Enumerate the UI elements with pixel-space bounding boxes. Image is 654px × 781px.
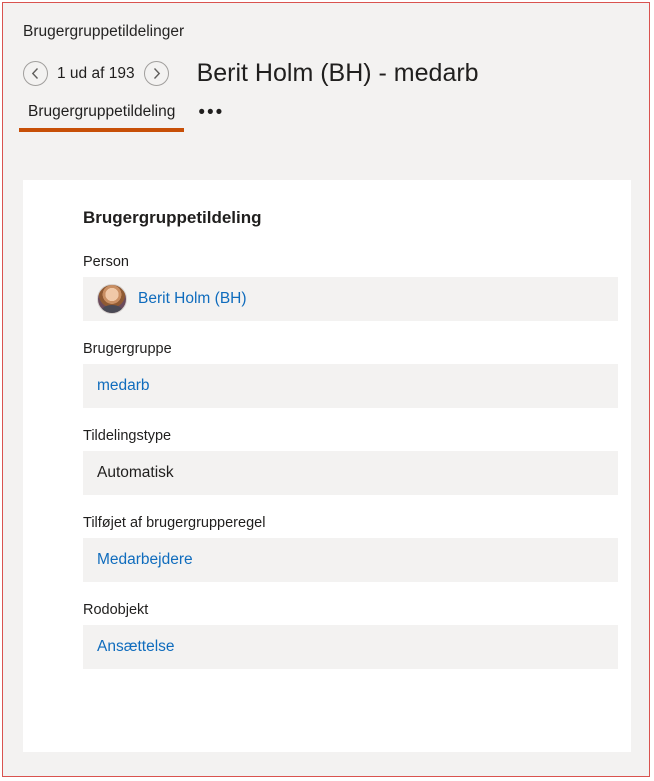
breadcrumb[interactable] bbox=[3, 3, 649, 41]
person-link[interactable]: Berit Holm (BH) bbox=[138, 290, 247, 307]
tildelingstype-value: Automatisk bbox=[97, 464, 174, 481]
field-value[interactable] bbox=[83, 538, 618, 582]
record-header bbox=[3, 41, 649, 88]
field-rodobjekt bbox=[83, 602, 601, 669]
field-brugergrupperegel bbox=[83, 515, 601, 582]
field-value[interactable] bbox=[83, 625, 618, 669]
tab-brugergruppetildeling[interactable] bbox=[19, 103, 184, 132]
field-tildelingstype bbox=[83, 428, 601, 495]
field-value[interactable] bbox=[83, 277, 618, 321]
field-brugergruppe bbox=[83, 341, 601, 408]
field-label: Tilføjet af brugergrupperegel bbox=[83, 515, 266, 531]
field-value[interactable] bbox=[83, 364, 618, 408]
field-label: Person bbox=[83, 254, 129, 270]
chevron-right-icon[interactable] bbox=[144, 61, 169, 86]
breadcrumb-label[interactable]: Brugergruppetildelinger bbox=[23, 23, 185, 40]
tab-bar bbox=[3, 88, 649, 132]
field-label: Rodobjekt bbox=[83, 602, 149, 618]
section-title: Brugergruppetildeling bbox=[83, 208, 262, 227]
record-counter: 1 ud af 193 bbox=[57, 64, 135, 82]
record-navigation bbox=[23, 61, 169, 86]
ellipsis-icon[interactable]: ••• bbox=[198, 102, 225, 123]
field-value bbox=[83, 451, 618, 495]
tab-label: Brugergruppetildeling bbox=[28, 103, 176, 120]
page-title: Berit Holm (BH) - medarb bbox=[196, 59, 479, 87]
field-label: Tildelingstype bbox=[83, 428, 172, 444]
avatar bbox=[97, 284, 127, 314]
rodobjekt-link[interactable]: Ansættelse bbox=[97, 638, 175, 655]
form-card bbox=[23, 180, 631, 752]
app-window bbox=[2, 2, 650, 777]
chevron-left-icon[interactable] bbox=[23, 61, 48, 86]
field-person bbox=[83, 254, 601, 321]
field-label: Brugergruppe bbox=[83, 341, 172, 357]
brugergruppe-link[interactable]: medarb bbox=[97, 377, 150, 394]
brugergrupperegel-link[interactable]: Medarbejdere bbox=[97, 551, 193, 568]
